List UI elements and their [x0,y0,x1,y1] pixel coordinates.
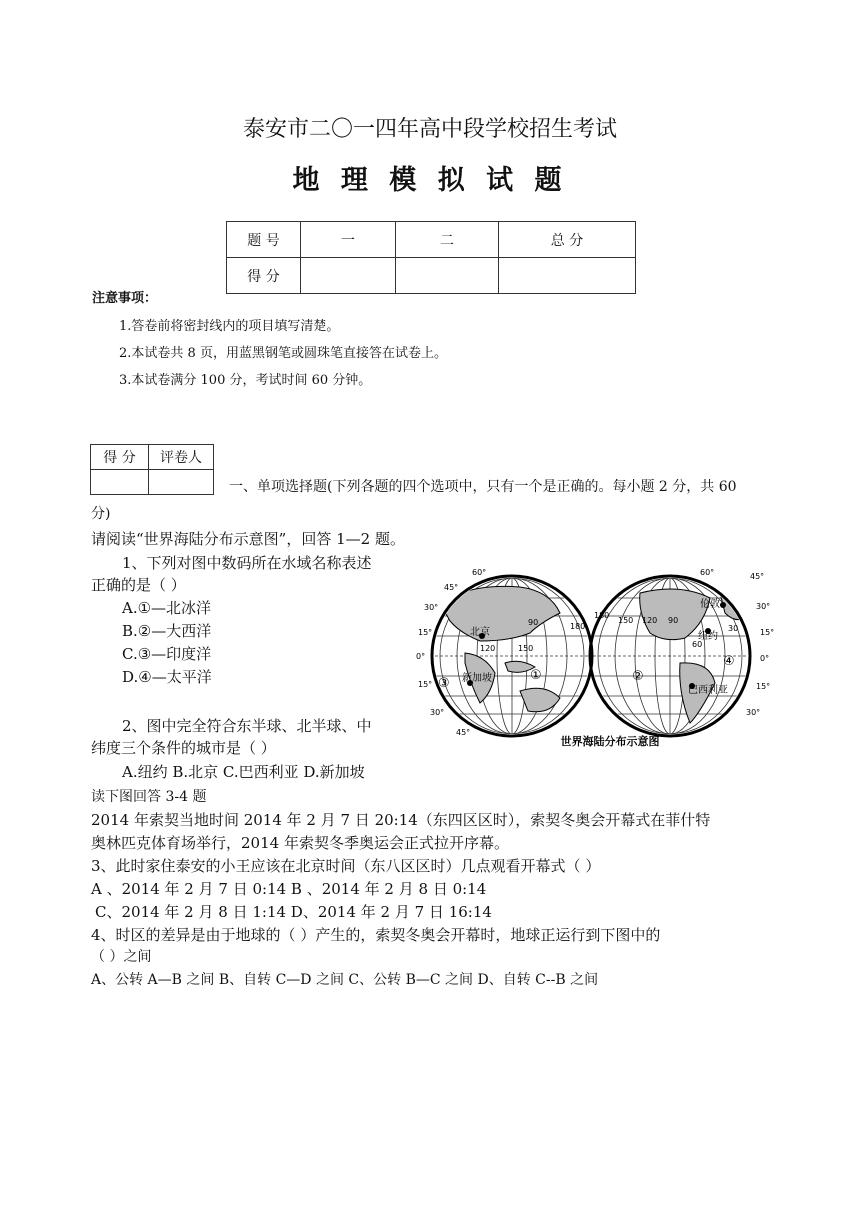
marker-4: ④ [723,654,735,669]
section1-instruction: 一、单项选择题(下列各题的四个选项中，只有一个是正确的。每小题 2 分，共 60 [229,479,737,495]
lat-label: 60° [700,568,715,577]
q3-options-ab[interactable]: A 、2014 年 2 月 7 日 0:14 B 、2014 年 2 月 8 日 0:14 [91,880,487,898]
q4-stem: 4、时区的差异是由于地球的（ ）产生的，索契冬奥会开幕时，地球正运行到下图中的 [91,926,661,944]
grader-score-label: 得 分 [91,445,149,470]
q1-option-b[interactable]: B.②—大西洋 [122,622,212,640]
city-label-new-york: 纽约 [698,631,718,642]
lat-label: 0° [416,652,426,661]
marker-1: ① [530,668,542,683]
q4-options[interactable]: A、公转 A—B 之间 B、自转 C—D 之间 C、公转 B—C 之间 D、自转 C--B 之间 [91,972,599,988]
lat-label: 45° [750,572,765,581]
section1-instruction-cont: 分) [91,506,111,522]
city-label-london: 伦敦 [700,599,720,610]
grader-label: 评卷人 [149,445,214,470]
score-table [226,221,636,294]
q1-option-d[interactable]: D.④—太平洋 [122,668,212,686]
q1-option-a[interactable]: A.①—北冰洋 [122,599,212,617]
city-label-beijing: 北京 [470,627,490,638]
q2-stem-cont: 纬度三个条件的城市是（ ） [91,739,276,757]
score-table-header-cell: 一 [301,222,396,258]
lat-label: 30° [430,708,445,717]
q3-stem: 3、此时家住泰安的小王应该在北京时间（东八区区时）几点观看开幕式（ ） [91,857,601,875]
score-table-header-cell: 题 号 [227,222,301,258]
q3-options-cd[interactable]: C、2014 年 2 月 8 日 1:14 D、2014 年 2 月 7 日 16:14 [95,903,492,921]
olympics-text-cont: 奥林匹克体育场举行，2014 年索契冬季奥运会正式拉开序幕。 [91,834,509,852]
lat-label: 15° [760,628,775,637]
city-label-brasilia: 巴西利亚 [688,685,728,696]
score-input-cell[interactable] [499,258,636,294]
q1-stem-cont: 正确的是（ ） [91,576,186,594]
marker-2: ② [632,669,644,684]
lon-label: 150 [518,644,534,653]
map-caption: 世界海陆分布示意图 [560,735,660,748]
lon-label: 150 [618,616,634,625]
lat-label: 30° [756,602,771,611]
lat-label: 30° [424,603,439,612]
lon-label: 180 [594,611,610,620]
lon-label: 90 [668,616,679,625]
eastern-hemisphere-globe [430,576,594,736]
score-table-header-cell: 总 分 [499,222,636,258]
lon-label: 180 [570,622,586,631]
lon-label: 60 [692,640,703,649]
lat-label: 60° [472,568,487,577]
score-input-cell[interactable] [396,258,499,294]
score-label-cell: 得 分 [227,258,301,294]
q4-stem-cont: （ ）之间 [91,949,152,965]
lat-label: 45° [444,583,459,592]
world-map-figure [410,563,775,753]
lon-label: 120 [480,644,496,653]
city-label-singapore: 新加坡 [462,673,492,684]
q2-stem: 2、图中完全符合东半球、北半球、中 [122,717,372,735]
subject-title: 地 理 模 拟 试 题 [292,165,568,196]
grader-table [90,444,214,495]
score-input-cell[interactable] [301,258,396,294]
lat-label: 0° [760,654,770,663]
q1-option-c[interactable]: C.③—印度洋 [122,645,212,663]
lon-label: 30 [728,624,739,633]
olympics-text: 2014 年索契当地时间 2014 年 2 月 7 日 20:14（东四区区时），索契冬奥会开幕式在菲什特 [91,811,711,829]
lat-label: 15° [756,682,771,691]
notice-item: 2.本试卷共 8 页，用蓝黑钢笔或圆珠笔直接答在试卷上。 [119,346,447,361]
lon-label: 120 [642,616,658,625]
grader-name-cell[interactable] [149,470,214,495]
lat-label: 30° [746,708,761,717]
marker-3: ③ [438,676,450,691]
notice-item: 3.本试卷满分 100 分，考试时间 60 分钟。 [119,373,372,388]
notice-heading: 注意事项： [92,291,158,306]
q2-options[interactable]: A.纽约 B.北京 C.巴西利亚 D.新加坡 [122,763,365,781]
notice-item: 1.答卷前将密封线内的项目填写清楚。 [119,319,340,334]
lat-label: 45° [456,728,471,737]
exam-title: 泰安市二〇一四年高中段学校招生考试 [242,117,617,142]
london-marker [720,602,726,608]
q34-intro: 读下图回答 3-4 题 [91,789,207,805]
q1-stem: 1、下列对图中数码所在水域名称表述 [122,554,372,572]
lat-label: 15° [418,628,433,637]
lat-label: 15° [418,680,433,689]
score-table-header-cell: 二 [396,222,499,258]
lon-label: 90 [528,618,539,627]
read-prompt: 请阅读“世界海陆分布示意图”，回答 1—2 题。 [91,530,405,548]
grader-score-cell[interactable] [91,470,149,495]
